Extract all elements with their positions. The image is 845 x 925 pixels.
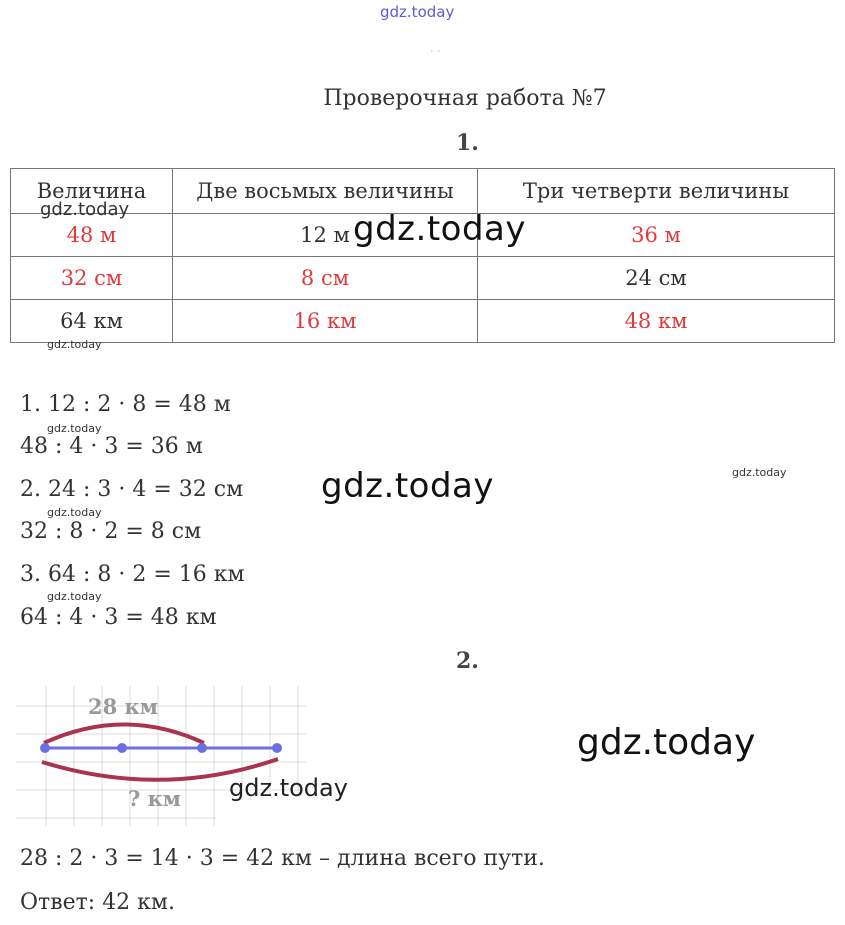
task2-solution: 28 : 2 · 3 = 14 · 3 = 42 км – длина всего пути. xyxy=(20,846,545,871)
table-cell: 32 см xyxy=(11,257,173,300)
table-row xyxy=(11,300,835,343)
table-cell: 48 км xyxy=(478,300,835,343)
solution-line: 32 : 8 · 2 = 8 см xyxy=(20,519,202,544)
page-title: Проверочная работа №7 xyxy=(323,86,607,111)
path-diagram xyxy=(16,686,316,831)
task2-answer: Ответ: 42 км. xyxy=(20,890,176,915)
solution-line: 3. 64 : 8 · 2 = 16 км xyxy=(20,562,245,587)
table-header: Две восьмых величины xyxy=(173,169,478,214)
watermark: gdz.today xyxy=(732,466,787,479)
solution-line: 48 : 4 · 3 = 36 м xyxy=(20,434,203,459)
table-cell: 12 м xyxy=(173,214,478,257)
table-row xyxy=(11,257,835,300)
watermark: gdz.today xyxy=(47,338,102,351)
watermark-dots: · · xyxy=(430,45,441,58)
table-header: Три четверти величины xyxy=(478,169,835,214)
table-cell: 36 м xyxy=(478,214,835,257)
watermark: gdz.today xyxy=(321,466,494,506)
task1-table xyxy=(10,168,835,343)
watermark: gdz.today xyxy=(577,722,756,763)
table-cell: 24 см xyxy=(478,257,835,300)
solution-line: 2. 24 : 3 · 4 = 32 см xyxy=(20,477,244,502)
task2-number: 2. xyxy=(456,648,479,674)
top-label: 28 км xyxy=(88,694,158,719)
path-point xyxy=(117,743,127,753)
watermark: gdz.today xyxy=(40,199,130,220)
bottom-label: ? км xyxy=(128,786,182,811)
path-point xyxy=(197,743,207,753)
watermark: gdz.today xyxy=(353,209,526,249)
watermark: gdz.today xyxy=(229,774,348,802)
path-point xyxy=(40,743,50,753)
path-point xyxy=(272,743,282,753)
watermark: gdz.today xyxy=(47,506,102,519)
task1-number: 1. xyxy=(456,130,479,156)
watermark: gdz.today xyxy=(47,422,102,435)
table-cell: 64 км xyxy=(11,300,173,343)
table-header-row xyxy=(11,169,835,214)
table-cell: 8 см xyxy=(173,257,478,300)
solution-line: 64 : 4 · 3 = 48 км xyxy=(20,605,217,630)
table-cell: 48 м xyxy=(11,214,173,257)
solution-line: 1. 12 : 2 · 8 = 48 м xyxy=(20,392,231,417)
table-cell: 16 км xyxy=(173,300,478,343)
table-header: Величина xyxy=(11,169,173,214)
watermark-top: gdz.today xyxy=(380,3,455,21)
watermark: gdz.today xyxy=(47,590,102,603)
